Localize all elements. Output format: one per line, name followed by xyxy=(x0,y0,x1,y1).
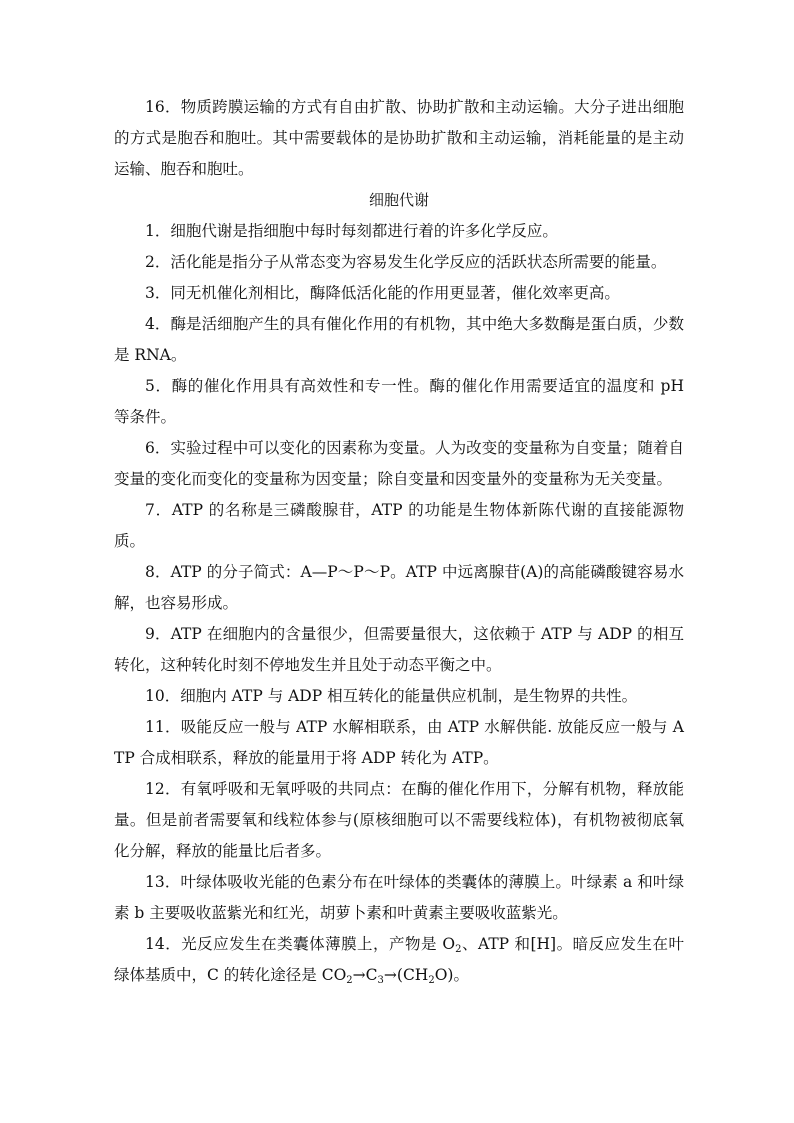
section-title: 细胞代谢 xyxy=(368,191,429,209)
subscript-2: 2 xyxy=(346,975,353,986)
list-item: 12．有氧呼吸和无氧呼吸的共同点：在酶的催化作用下，分解有机物，释放能量。但是前者需要氧和线粒体参与(原核细胞可以不需要线粒体)，有机物被彻底氧化分解，释放的能量比后者多。 xyxy=(114,780,684,860)
list-item: 6．实验过程中可以变化的因素称为变量。人为改变的变量称为自变量；随着自变量的变化而变化的变量称为因变量；除自变量和因变量外的变量称为无关变量。 xyxy=(114,439,684,488)
list-item: 10．细胞内 ATP 与 ADP 相互转化的能量供应机制，是生物界的共性。 xyxy=(145,687,638,705)
item14-text-3: →C xyxy=(352,966,378,984)
item14-text-1: 14．光反应发生在类囊体薄膜上，产物是 O xyxy=(145,935,456,953)
list-item: 2．活化能是指分子从常态变为容易发生化学反应的活跃状态所需要的能量。 xyxy=(145,253,667,271)
list-item: 11．吸能反应一般与 ATP 水解相联系，由 ATP 水解供能. 放能反应一般与 ATP 合成相联系，释放的能量用于将 ADP 转化为 ATP。 xyxy=(114,718,684,767)
subscript-2: 2 xyxy=(455,944,462,955)
list-item: 8．ATP 的分子简式：A—P～P～P。ATP 中远离腺苷(A)的高能磷酸键容易水解，也容易形成。 xyxy=(114,563,684,612)
list-item: 13．叶绿体吸收光能的色素分布在叶绿体的类囊体的薄膜上。叶绿素 a 和叶绿素 b 主要吸收蓝紫光和红光，胡萝卜素和叶黄素主要吸收蓝紫光。 xyxy=(114,873,684,922)
subscript-3: 3 xyxy=(377,975,384,986)
list-item: 7．ATP 的名称是三磷酸腺苷，ATP 的功能是生物体新陈代谢的直接能源物质。 xyxy=(114,501,684,550)
item14-text-2: 、ATP 和[H]。暗反应发生在叶绿体基质中，C 的转化途径是 CO xyxy=(114,935,685,984)
paragraph-16: 16．物质跨膜运输的方式有自由扩散、协助扩散和主动运输。大分子进出细胞的方式是胞吞和胞吐。其中需要载体的是协助扩散和主动运输，消耗能量的是主动运输、胞吞和胞吐。 xyxy=(114,98,684,178)
list-item-14 xyxy=(114,929,684,991)
list-item: 3．同无机催化剂相比，酶降低活化能的作用更显著，催化效率更高。 xyxy=(145,284,620,302)
item14-text-5: O)。 xyxy=(434,966,469,984)
list-item: 4．酶是活细胞产生的具有催化作用的有机物，其中绝大多数酶是蛋白质，少数是 RNA。 xyxy=(114,315,684,364)
list-item: 1．细胞代谢是指细胞中每时每刻都进行着的许多化学反应。 xyxy=(145,222,558,240)
subscript-2: 2 xyxy=(428,975,435,986)
list-item: 9．ATP 在细胞内的含量很少，但需要量很大，这依赖于 ATP 与 ADP 的相互转化，这种转化时刻不停地发生并且处于动态平衡之中。 xyxy=(114,625,684,674)
list-item: 5．酶的催化作用具有高效性和专一性。酶的催化作用需要适宜的温度和 pH 等条件。 xyxy=(114,377,684,426)
document-page xyxy=(114,92,684,991)
item14-text-4: →(CH xyxy=(383,966,429,984)
